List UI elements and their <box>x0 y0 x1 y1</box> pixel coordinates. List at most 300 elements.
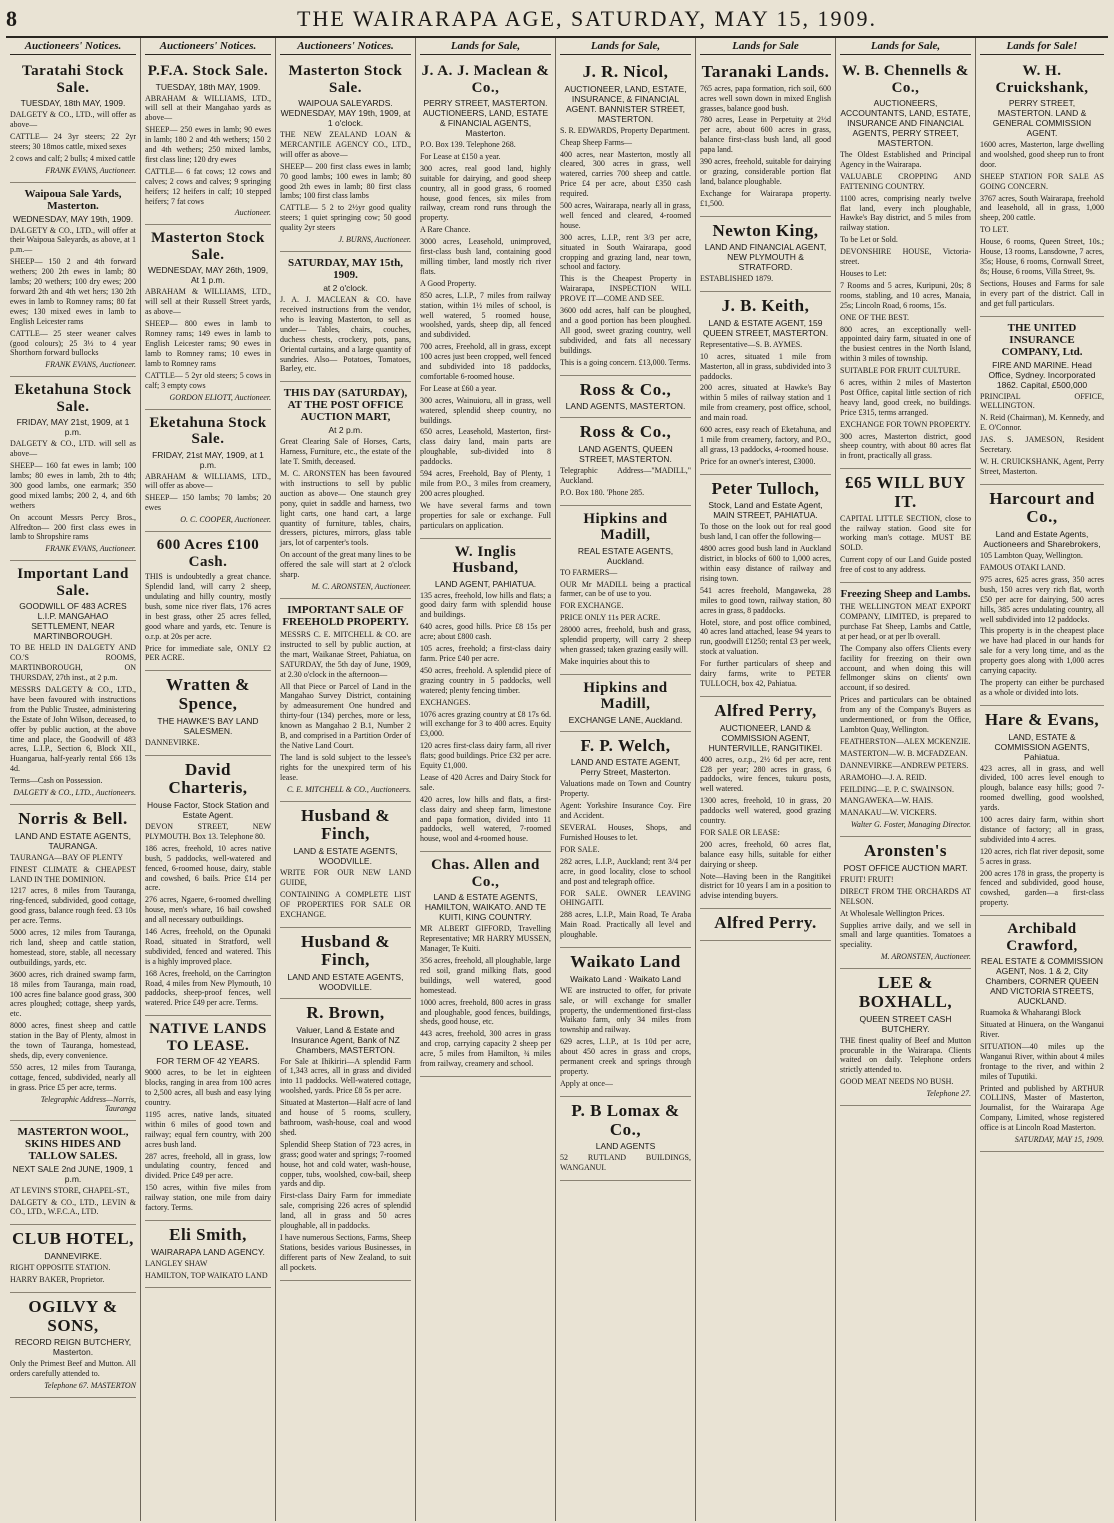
advertisement-text: CATTLE— 6 fat cows; 12 cows and calves; 2 cows and calves; 9 springing heifers; 12 heifers in calf; 10 stepped heifers; 7 fat cows <box>145 166 271 206</box>
advertisement-text: THE WELLINGTON MEAT EXPORT COMPANY, LIMITED, is prepared to purchase Fat Sheep, Lambs and Cattle, at per head, or at per lb overall. <box>840 602 971 641</box>
page-column <box>6 38 141 1521</box>
advertisement-text: S. R. EDWARDS, Property Department. <box>560 125 690 135</box>
advertisement-text: FINEST CLIMATE & CHEAPEST LAND IN THE DOMINION. <box>10 864 136 884</box>
advertisement-title: Norris & Bell. <box>18 809 128 829</box>
advertisement-text: This is a going concern. £13,000. Terms. <box>560 357 691 367</box>
advertisement-subtitle: LAND AND ESTATE AGENTS, TAURANGA. <box>15 830 131 851</box>
advertisement-signature: J. BURNS, Auctioneer. <box>338 235 411 245</box>
advertisement-text: MESSRS C. E. MITCHELL & CO. are instructed to sell by public auction, at the mart, Waikanae Street, Pahiatua, on SATURDAY, the 5th day of June, 1909, at 2.30 o'clock in the afternoon— <box>280 630 411 679</box>
advertisement-text: The property can either be purchased as a whole or divided into lots. <box>980 678 1104 697</box>
advertisement <box>560 1097 691 1181</box>
advertisement-title: Chas. Allen and Co., <box>431 857 540 890</box>
advertisement-signature: Walter G. Foster, Managing Director. <box>850 820 971 830</box>
advertisement-text: 52 RUTLAND BUILDINGS, WANGANUI. <box>560 1153 691 1173</box>
advertisement-text: Prices and particulars can be obtained from any of the Company's Buyers as undermentioned, or from the Office, Lambton Quay, Wellington. <box>840 695 971 734</box>
advertisement-subtitle: FIRE AND MARINE. Head Office, Sydney. Incorporated 1862. Capital, £500,000 <box>988 359 1096 390</box>
advertisement-subtitle: LAND & ESTATE AGENTS, WOODVILLE. <box>293 845 398 866</box>
advertisement <box>10 1225 136 1293</box>
column-heading: Lands for Sale, <box>420 40 551 55</box>
advertisement-text: 1076 acres grazing country at £8 17s 6d. will exchange for 3 to 400 acres. Equity £3,000. <box>420 709 551 739</box>
advertisement-text: 443 acres, freehold, 300 acres in grass and crop, carrying capacity 2 sheep per acre, 5 miles from Hamilton, ¾ miles from railway, creamery and school. <box>420 1029 551 1069</box>
advertisement-title: R. Brown, <box>306 1002 385 1022</box>
advertisement-subtitle: PERRY STREET, MASTERTON. LAND & GENERAL COMMISSION AGENT. <box>992 98 1092 138</box>
advertisement-subtitle: POST OFFICE AUCTION MART. <box>843 862 968 873</box>
advertisement-text: 4800 acres good bush land in Auckland district, in blocks of 600 to 1,000 acres, within easy distance of railway and rising town. <box>700 544 831 583</box>
advertisement-subtitle: at 2 o'clock. <box>323 283 368 294</box>
advertisement-text: At Wholesale Wellington Prices. <box>840 908 945 918</box>
advertisement-subtitle: NEXT SALE 2nd JUNE, 1909, 1 p.m. <box>12 1163 134 1184</box>
advertisement-text: The Company also offers Clients every facility for freezing on their own account, and when doing this will fellmonger skins on clients' own account, if so desired. <box>840 643 971 693</box>
advertisement-text: M. C. ARONSTEN has been favoured with instructions to sell by public auction as above— One staunch grey pony, quiet in saddle and harness, two light carts, one hand cart, a large quantity of furniture, tables, chairs, dressers, pictures, mirrors, glass table jars, lot of carpenter's tools. <box>280 469 411 548</box>
advertisement-text: 1217 acres, 8 miles from Tauranga, ring-fenced, subdivided, good cottage, good grass, balance rough feed. £3 10s per acre. Terms. <box>10 886 136 926</box>
advertisement-text: J. A. J. MACLEAN & CO. have received instructions from the vendor, who is leaving Masterton, to sell as under— Tables, chairs, couches, duchess chests, crockery, pots, pans, Oriental curtains, and a large quantity of sundries. Also— Potatoes, Tomatoes, Barley, etc. <box>280 295 411 374</box>
advertisement-text: 600 acres, easy reach of Eketahuna, and 1 mile from creamery, factory, and P.O., all grass, 13 paddocks, 4-roomed house. <box>700 425 831 454</box>
advertisement-text: 146 Acres, freehold, on the Opunaki Road, situated in Stratford, well subdivided, fenced and watered. This is a highly improved place. <box>145 927 271 966</box>
advertisement-subtitle: WEDNESDAY, MAY 19th, 1909. <box>12 213 134 224</box>
advertisement-text: 1600 acres, Masterton, large dwelling and woolshed, good sheep run to front door. <box>980 140 1104 169</box>
advertisement-text: 200 acres 178 in grass, the property is fenced and subdivided, good house, cowshed, garden—a first-class property. <box>980 868 1104 908</box>
advertisement-text: LANGLEY SHAW <box>145 1258 208 1268</box>
advertisement-subtitle: AUCTIONEERS, ACCOUNTANTS, LAND, ESTATE, INSURANCE AND FINANCIAL AGENTS, PERRY STREET, MASTERTON. <box>840 98 971 148</box>
page-column <box>696 38 836 1521</box>
advertisement-title: LEE & BOXHALL, <box>858 973 953 1011</box>
advertisement-text: Houses to Let: <box>840 268 887 278</box>
advertisement <box>145 671 271 755</box>
advertisement-subtitle: QUEEN STREET CASH BUTCHERY. <box>859 1013 952 1034</box>
advertisement-text: Apply at once— <box>560 1078 613 1088</box>
advertisement-text: 850 acres, L.I.P., 7 miles from railway station, within 1½ miles of school, is well watered, 5 roomed house, woolshed, yards, sheep dip, all fenced and subdivided. <box>420 290 551 340</box>
advertisement-subtitle: LAND & ESTATE AGENT, 159 QUEEN STREET, MASTERTON. <box>702 317 829 338</box>
advertisement-text: Terms—Cash on Possession. <box>10 776 103 786</box>
advertisement-subtitle: REAL ESTATE & COMMISSION AGENT, Nos. 1 & 2, City Chambers, CORNER QUEEN AND VICTORIA STREETS, AUCKLAND. <box>980 956 1104 1007</box>
advertisement-subtitle: WAIRARAPA LAND AGENCY. <box>151 1246 265 1257</box>
advertisement <box>145 1016 271 1221</box>
advertisement-subtitle: EXCHANGE LANE, Auckland. <box>568 714 683 725</box>
advertisement-text: EXCHANGE FOR TOWN PROPERTY. <box>840 419 971 429</box>
advertisement-text: 2 cows and calf; 2 bulls; 4 mixed cattle <box>10 153 136 163</box>
advertisement-title: Freezing Sheep and Lambs. <box>840 588 971 601</box>
advertisement <box>980 317 1104 485</box>
advertisement-text: ABRAHAM & WILLIAMS, LTD., will sell at their Russell Street yards, as above— <box>145 287 271 317</box>
advertisement-text: FOR SALE. <box>560 844 600 854</box>
advertisement-text: A Rare Chance. <box>420 225 471 235</box>
advertisement <box>420 58 551 539</box>
advertisement-text: House, 6 rooms, Queen Street, 10s.; House, 13 rooms, Lansdowne, 7 acres, 35s; House, 6 rooms, Cornwall Street, 8s; House, 6 rooms, Villa Street, 9s. <box>980 237 1104 276</box>
advertisement-text: JAS. S. JAMESON, Resident Secretary. <box>980 435 1104 455</box>
advertisement-text: 1300 acres, freehold, 10 in grass, 20 paddocks well watered, good grazing country. <box>700 796 831 826</box>
advertisement-subtitle: PERRY STREET, MASTERTON. AUCTIONEERS, LAND, ESTATE & FINANCIAL AGENTS, Masterton. <box>422 98 549 138</box>
advertisement-text: FEATHERSTON—ALEX MCKENZIE. <box>840 736 971 746</box>
advertisement-text: To be Let or Sold. <box>840 235 898 245</box>
advertisement-text: HARRY BAKER, Proprietor. <box>10 1274 105 1284</box>
advertisement-title: Waipoua Sale Yards, Masterton. <box>24 187 122 212</box>
advertisement-text: DANNEVIRKE—ANDREW PETERS. <box>840 760 969 770</box>
advertisement-text: AT LEVIN'S STORE, CHAPEL-ST., <box>10 1185 130 1195</box>
advertisement-subtitle: TUESDAY, 18th MAY, 1909. <box>20 98 126 108</box>
advertisement <box>700 292 831 475</box>
advertisement-text: 135 acres, freehold, low hills and flats; a good dairy farm with splendid house and buildings. <box>420 590 551 620</box>
advertisement-text: FOR SALE. OWNER LEAVING OHINGAITI. <box>560 888 691 908</box>
advertisement <box>145 58 271 225</box>
advertisement <box>980 916 1104 1152</box>
advertisement-text: Hotel, store, and post office combined, 40 acres land attached, lease 94 years to run, goodwill £1250; rental £3 per week, stock at valuation. <box>700 617 831 657</box>
advertisement-signature: FRANK EVANS, Auctioneer. <box>45 165 136 175</box>
advertisement-signature: DALGETY & CO., LTD., Auctioneers. <box>13 788 136 798</box>
advertisement <box>700 217 831 293</box>
advertisement-text: W. H. CRUICKSHANK, Agent, Perry Street, Masterton. <box>980 456 1104 476</box>
advertisement-text: RIGHT OPPOSITE STATION. <box>10 1263 111 1272</box>
advertisement-text: A Good Property. <box>420 278 477 288</box>
advertisement-text: 650 acres, Leasehold, Masterton, first-class dairy land, main parts are ploughable, sub-divided into 8 paddocks. <box>420 427 551 467</box>
advertisement-subtitle: TUESDAY, 18th MAY, 1909. <box>155 81 261 92</box>
advertisement <box>560 948 691 1097</box>
advertisement-subtitle: FOR TERM OF 42 YEARS. <box>156 1056 260 1067</box>
advertisement-subtitle: GOODWILL OF 483 ACRES L.I.P. MANGAHAO SETTLEMENT, NEAR MARTINBOROUGH. <box>19 601 127 642</box>
advertisement-subtitle: LAND AND ESTATE AGENTS, WOODVILLE. <box>287 971 404 992</box>
advertisement-text: 3600 odd acres, half can be ploughed, and a good portion has been ploughed. All good, sweet grazing country, well subdivided, and fats all necessary buildings. <box>560 306 691 355</box>
advertisement <box>420 539 551 853</box>
advertisement <box>560 58 691 376</box>
advertisement-text: 8000 acres, finest sheep and cattle station in the Bay of Plenty, almost in the town of Tauranga, homestead, sheds, dip, every convenience. <box>10 1021 136 1060</box>
advertisement <box>700 697 831 909</box>
advertisement-title: Eli Smith, <box>169 1224 247 1244</box>
advertisement-text: CONTAINING A COMPLETE LIST OF PROPERTIES FOR SALE OR EXCHANGE. <box>280 889 411 919</box>
advertisement-text: On account of the great many lines to be offered the sale will start at 2 o'clock sharp. <box>280 550 411 580</box>
advertisement-subtitle: REAL ESTATE AGENTS, Auckland. <box>577 545 674 566</box>
advertisement-text: 3600 acres, rich drained swamp farm, 18 miles from Tauranga, main road, 100 acres fine balance good grass, 300 acres ploughed; cottage, sheep yards, etc. <box>10 969 136 1019</box>
advertisement-text: 288 acres, L.I.P., Main Road, Te Araba Main Road. Practically all level and ploughable. <box>560 910 691 940</box>
advertisement-text: 282 acres, L.I.P., Auckland; rent 3/4 per acre, in good locality, close to school and post and telegraph office. <box>560 856 691 886</box>
advertisement-text: 300 acres, L.I.P., rent 3/3 per acre, situated in South Wairarapa, good cropping and grazing land, near town, school and factory. <box>560 232 691 272</box>
advertisement-text: 423 acres, all in grass, and well divided, 100 acres level enough to plough, balance easy hills; good 7-roomed dwelling, good woolshed, yards. <box>980 763 1104 813</box>
advertisement-text: Telegraphic Address—"MADILL," Auckland. <box>560 465 691 485</box>
advertisement <box>145 225 271 409</box>
advertisement-signature: O. C. COOPER, Auctioneer. <box>180 515 271 525</box>
advertisement-text: 1100 acres, comprising nearly twelve flat land, every inch ploughable, Hawke's Bay district, and 5 miles from railway station. <box>840 193 971 233</box>
advertisement <box>280 382 411 599</box>
advertisement-text: Representative—S. B. AYMES. <box>700 339 803 349</box>
advertisement <box>145 532 271 671</box>
advertisement-text: HAMILTON, TOP WAIKATO LAND <box>145 1270 268 1280</box>
advertisement-text: 550 acres, 12 miles from Tauranga, cottage, fenced, subdivided, nearly all in grass. Price £5 per acre, terms. <box>10 1062 136 1092</box>
advertisement-text: MESSRS DALGETY & CO., LTD., have been favoured with instructions from the Public Trustee, administering the Estate of John Wilson, deceased, to offer by public auction, at the above time and place, the Goodwill of 483 acres, L.I.P., Section 6, Block XII., Huangarua, half-yearly rental £66 13s 4d. <box>10 685 136 774</box>
advertisement-text: VALUABLE CROPPING AND FATTENING COUNTRY. <box>840 171 971 191</box>
advertisement-text: To those on the look out for real good bush land, I can offer the following— <box>700 522 831 542</box>
column-heading: Lands for Sale, <box>840 40 971 55</box>
advertisement-text: Exchange for Wairarapa property. £1,500. <box>700 188 831 208</box>
advertisement-subtitle: LAND AGENTS, QUEEN STREET, MASTERTON. <box>578 443 673 464</box>
column-heading: Lands for Sale! <box>980 40 1104 55</box>
advertisement-title: Masterton Stock Sale. <box>288 63 403 96</box>
advertisement <box>10 58 136 183</box>
advertisement-text: Make inquiries about this to <box>560 656 650 666</box>
advertisement <box>980 58 1104 317</box>
advertisement-title: Aronsten's <box>863 841 948 861</box>
advertisement-title: Archibald Crawford, <box>1006 921 1078 954</box>
advertisement-title: David Charteris, <box>168 759 248 798</box>
advertisement-text: MASTERTON—W. B. MCFADZEAN. <box>840 748 968 758</box>
advertisement-text: SITUATION—40 miles up the Wanganui River, within about 4 miles frontage to the river, and within 2 miles of Tuputiki. <box>980 1041 1104 1081</box>
advertisement-text: TO FARMERS— <box>560 567 618 577</box>
advertisement-signature: Telephone 27. <box>926 1089 971 1099</box>
advertisement-subtitle: LAND AGENTS <box>595 1141 656 1152</box>
advertisement-title: Harcourt and Co., <box>989 488 1095 527</box>
advertisement-text: SHEEP— 200 first class ewes in lamb; 70 good lambs; 100 ewes in lamb; 80 good 2th ewes in lamb; 80 first class lambs; 100 first class lambs <box>280 161 411 201</box>
advertisement-signature: GORDON ELIOTT, Auctioneer. <box>169 392 271 402</box>
advertisement-subtitle: Waikato Land · Waikato Land <box>570 973 681 984</box>
advertisement-subtitle: AUCTIONEER, LAND & COMMISSION AGENT, HUNTERVILLE, RANGITIKEI. <box>708 722 823 753</box>
advertisement-subtitle: AUCTIONEER, LAND, ESTATE, INSURANCE, & FINANCIAL AGENT. BANNISTER STREET, MASTERTON. <box>564 83 687 124</box>
advertisement-text: 200 acres, situated at Hawke's Bay within 5 miles of railway station and 1 mile from creamery, post office, school, and main road. <box>700 383 831 423</box>
advertisement-title: Important Land Sale. <box>17 566 129 599</box>
advertisement <box>10 561 136 805</box>
advertisement-text: Sections, Houses and Farms for sale in every part of the district. Call in and get full particulars. <box>980 278 1104 308</box>
advertisement-title: Husband & Finch, <box>300 931 391 970</box>
advertisement-text: P.O. Box 139. Telephone 268. <box>420 140 516 149</box>
advertisement <box>280 252 411 382</box>
advertisement-title: Alfred Perry, <box>714 700 817 720</box>
advertisement-text: Only the Primest Beef and Mutton. All orders carefully attended to. <box>10 1359 136 1379</box>
advertisement-text: DEVON STREET, NEW PLYMOUTH. Box 13. Telephone 80. <box>145 821 271 841</box>
advertisement-text: DANNEVIRKE. <box>145 737 200 747</box>
advertisement-title: Eketahuna Stock Sale. <box>149 414 267 448</box>
advertisement-signature: FRANK EVANS, Auctioneer. <box>45 360 136 370</box>
advertisement <box>145 756 271 1017</box>
advertisement <box>980 485 1104 706</box>
advertisement-title: SATURDAY, MAY 15th, 1909. <box>288 257 403 282</box>
advertisement-text: 420 acres, low hills and flats, a first-class dairy and sheep farm, limestone and papa formation, divided into 11 paddocks, well watered, 7-roomed house, wool and 4-roomed house. <box>420 794 551 844</box>
advertisement-text: For Sale at Ihikiriri—A splendid Farm of 1,343 acres, all in grass and divided into 11 paddocks. Well-watered cottage, woolshed, yards. Price £8 5s per acre. <box>280 1056 411 1096</box>
advertisement <box>700 58 831 217</box>
advertisement-title: W. Inglis Husband, <box>452 543 519 577</box>
advertisement-text: ABRAHAM & WILLIAMS, LTD., will offer as above— <box>145 471 271 491</box>
advertisement-signature: FRANK EVANS, Auctioneer. <box>45 544 136 554</box>
advertisement-title: Hipkins and Madill, <box>583 679 668 713</box>
advertisement <box>145 410 271 533</box>
advertisement-text: 168 Acres, freehold, on the Carrington Road, 4 miles from New Plymouth, 10 paddocks, sheep-proof fences, well watered. Price £49 per acre. Terms. <box>145 968 271 1008</box>
advertisement <box>145 1221 271 1289</box>
advertisement-text: 390 acres, freehold, suitable for dairying or grazing, considerable portion flat land, balance ploughable. <box>700 157 831 186</box>
advertisement-subtitle: Land and Estate Agents, Auctioneers and Sharebrokers, <box>983 529 1101 550</box>
advertisement-title: Peter Tulloch, <box>711 478 820 498</box>
advertisement <box>560 418 691 505</box>
advertisement-text: Valuations made on Town and Country Property. <box>560 779 691 799</box>
advertisement-text: For Lease at £150 a year. <box>420 151 501 161</box>
advertisement-title: NATIVE LANDS TO LEASE. <box>149 1021 267 1054</box>
advertisement-text: SHEEP— 150 lambs; 70 lambs; 20 ewes <box>145 493 271 513</box>
advertisement-title: 600 Acres £100 Cash. <box>156 537 260 570</box>
page-column <box>416 38 556 1521</box>
advertisement-text: FAMOUS OTAKI LAND. <box>980 563 1066 573</box>
advertisement-title: W. H. Cruickshank, <box>995 63 1089 96</box>
advertisement-subtitle: Stock, Land and Estate Agent, MAIN STREET, PAHIATUA. <box>708 500 823 521</box>
advertisement-text: On account Messrs Percy Bros., Alfredton— 200 first class ewes in lamb to Shropshire rams <box>10 512 136 542</box>
advertisement-text: 975 acres, 625 acres grass, 350 acres bush, 150 acres very rich flat, worth £50 per acre for dairying, 500 acres hills, 385 acres undulating country, all well subdivided into 12 paddocks. <box>980 574 1104 624</box>
advertisement-text: The land is sold subject to the lessee's rights for the unexpired term of his lease. <box>280 752 411 782</box>
advertisement <box>840 837 971 969</box>
advertisement <box>280 999 411 1281</box>
advertisement-title: Masterton Stock Sale. <box>151 230 265 263</box>
advertisement-text: DALGETY & CO., LTD. will sell as above— <box>10 439 136 459</box>
advertisement-signature: Auctioneer. <box>234 208 271 218</box>
advertisement-text: 200 acres, freehold, 60 acres flat, balance easy hills, suitable for either dairying or sheep. <box>700 839 831 869</box>
advertisement-text: MR ALBERT GIFFORD, Travelling Representative; MR HARRY MUSSEN, Manager, Te Kuiti. <box>420 924 551 954</box>
advertisement-title: MASTERTON WOOL, SKINS HIDES AND TALLOW SALES. <box>17 1125 129 1162</box>
page-number: 8 <box>6 6 17 31</box>
advertisement <box>560 506 691 675</box>
advertisement-subtitle: THE HAWKE'S BAY LAND SALESMEN. <box>157 715 259 736</box>
advertisement-text: 287 acres, freehold, all in grass, low undulating country, fenced and divided. Price £49 per acre. <box>145 1151 271 1181</box>
advertisement-text: 5000 acres, 12 miles from Tauranga, rich land, sheep and cattle station, homestead, store, stable, all necessary outbuildings, yards, etc. <box>10 928 136 967</box>
advertisement <box>840 969 971 1106</box>
advertisement-subtitle: At 2 p.m. <box>328 425 363 436</box>
advertisement-text: FOR EXCHANGE. <box>560 601 624 611</box>
advertisement-text: This is the Cheapest Property in Wairarapa, INSPECTION WILL PROVE IT—COME AND SEE. <box>560 274 691 304</box>
advertisement-title: Hare & Evans, <box>984 709 1100 729</box>
newspaper-title: THE WAIRARAPA AGE, SATURDAY, MAY 15, 1909. <box>297 6 877 31</box>
advertisement-text: 300 acres, real good land, highly suitable for dairying, and good sheep country, all in good grass, 6 roomed house, good fences, six miles from railway, cream rond runs through the property. <box>420 163 551 223</box>
advertisement-title: F. P. Welch, <box>580 735 671 755</box>
advertisement-subtitle: House Factor, Stock Station and Estate Agent. <box>147 799 269 820</box>
advertisement-text: Splendid Sheep Station of 723 acres, in grass; good water and springs; 7-roomed house, hot and cold water, wash-house, copper, tubs, woolshed, cow-bail, sheep yards and dip. <box>280 1139 411 1189</box>
advertisement-text: THE NEW ZEALAND LOAN & MERCANTILE AGENCY CO., LTD., will offer as above— <box>280 130 411 159</box>
advertisement <box>560 376 691 419</box>
advertisement-text: Printed and published by ARTHUR COLLINS, Master of Masterton, Journalist, for the Wairarapa Age Company, Limited, whose registered office is at Lincoln Road Masterton. <box>980 1083 1104 1133</box>
advertisement-subtitle: LAND AND ESTATE AGENT, Perry Street, Masterton. <box>570 757 681 778</box>
advertisement-text: SHEEP STATION FOR SALE AS GOING CONCERN. <box>980 171 1104 191</box>
advertisement-text: FOR SALE OR LEASE: <box>700 827 780 837</box>
advertisement-title: P. B Lomax & Co., <box>571 1100 680 1139</box>
advertisement-text: TO BE HELD IN DALGETY AND CO.'S ROOMS, MARTINBOROUGH, ON THURSDAY, 27th inst., at 2 p.m. <box>10 643 136 683</box>
advertisement <box>840 583 971 837</box>
advertisement-text: SEVERAL Houses, Shops, and Furnished Houses to let. <box>560 823 691 842</box>
advertisement-text: CATTLE— 5 2 to 2½yr good quality steers; 1 quiet springing cow; 50 good quality 2yr steers <box>280 203 411 233</box>
column-heading: Auctioneers' Notices. <box>145 40 271 55</box>
advertisement-text: 120 acres, rich flat river deposit, some 5 acres in grass. <box>980 846 1104 866</box>
advertisement <box>840 469 971 583</box>
advertisement-text: 3767 acres, South Wairarapa, freehold and leasehold, all in grass, 1,000 sheep, 200 cattle. <box>980 193 1104 223</box>
page-column <box>976 38 1108 1521</box>
advertisement-text: THIS is undoubtedly a great chance. Splendid land, will carry 2 sheep, undulating and hilly country, mostly bush, some nice river flats, 176 acres in best grass, other 25 acres felled, good whare and yards, etc. Tenure is o.r.p. at 20s per acre. <box>145 572 271 641</box>
advertisement-text: SHEEP— 250 ewes in lamb; 90 ewes in lamb; 180 2 and 4th wethers; 150 2 and 4th wethers; 250 mixed lambs, first class line; 120 dry ewes <box>145 125 271 164</box>
advertisement-text: 450 acres, freehold. A splendid piece of grazing country in 5 paddocks, well watered; plenty fencing timber. <box>420 665 551 695</box>
advertisement-text: 10 acres, situated 1 mile from Masterton, all in grass, subdivided into 3 paddocks. <box>700 351 831 381</box>
advertisement-title: £65 WILL BUY IT. <box>845 473 966 511</box>
advertisement-title: THIS DAY (SATURDAY), AT THE POST OFFICE AUCTION MART, <box>283 387 408 424</box>
advertisement-subtitle: Valuer, Land & Estate and Insurance Agent, Bank of NZ Chambers, MASTERTON. <box>291 1024 400 1055</box>
advertisement-title: Husband & Finch, <box>300 805 391 844</box>
advertisement-title: Ross & Co., <box>579 422 672 442</box>
advertisement-text: PRINCIPAL OFFICE, WELLINGTON. <box>980 391 1104 411</box>
advertisement-text: Agent: Yorkshire Insurance Coy. Fire and Accident. <box>560 801 691 821</box>
advertisement-text: Situated at Masterton—Half acre of land and house of 5 rooms, scullery, bathroom, wash-house, coal and wood shed. <box>280 1098 411 1137</box>
advertisement-subtitle: LAND, ESTATE & COMMISSION AGENTS, Pahiatua. <box>994 731 1090 762</box>
advertisement-text: Supplies arrive daily, and we sell in small and large quantities. Tomatoes a speciality. <box>840 920 971 950</box>
advertisement <box>280 802 411 928</box>
advertisement-text: Lease of 420 Acres and Dairy Stock for sale. <box>420 772 551 792</box>
column-heading: Lands for Sale, <box>560 40 691 55</box>
advertisement-text: 1195 acres, native lands, situated within 6 miles of good town and railway; equal fern country, with 200 acres bush land. <box>145 1109 271 1149</box>
advertisement-text: P.O. Box 180. 'Phone 285. <box>560 487 645 497</box>
advertisement-text: FRUIT! FRUIT! <box>840 874 894 884</box>
advertisement-signature: Telephone 67. MASTERTON <box>44 1381 136 1390</box>
advertisement-text: CATTLE— 24 3yr steers; 22 2yr steers; 30 18mos cattle, mixed sexes <box>10 131 136 151</box>
advertisement-text: 629 acres, L.I.P., at 1s 10d per acre, about 450 acres in grass and crops, permanent creek and springs through property. <box>560 1037 691 1076</box>
advertisement-text: 186 acres, freehold, 10 acres native bush, 5 paddocks, well-watered and fenced, 6-roomed house, dairy, stable and cowshed, 6 bails. Price £14 per acre. <box>145 843 271 893</box>
page-column <box>141 38 276 1521</box>
advertisement-text: 105 Lambton Quay, Wellington. <box>980 551 1083 561</box>
advertisement-text: SHEEP— 160 fat ewes in lamb; 100 lambs; 80 ewes in lamb, 2th to 4th; 300 good lambs, one earmark; 350 good mixed lambs; 200 2, 4, and 6th wethers <box>10 461 136 510</box>
advertisement-title: Ross & Co., <box>579 379 672 399</box>
advertisement <box>980 706 1104 916</box>
advertisement-subtitle: LAND AGENTS, MASTERTON. <box>565 401 686 412</box>
advertisement-text: MANAKAU—W. VICKERS. <box>840 808 937 818</box>
advertisement-text: 700 acres, Freehold, all in grass, except 100 acres just been cropped, well fenced and subdivided into 18 paddocks, comfortable 6-roomed house. <box>420 342 551 381</box>
advertisement-text: Note—Having been in the Rangitikei district for 10 years I am in a position to advise intending buyers. <box>700 871 831 901</box>
advertisement-text: TO LET. <box>980 225 1009 235</box>
advertisement-text: For further particulars of sheep and dairy farms, write to PETER TULLOCH, box 42, Pahiatua. <box>700 659 831 688</box>
advertisement-text: OUR Mr MADILL being a practical farmer, can be of use to you. <box>560 579 691 599</box>
advertisement-text: 640 acres, good hills. Price £8 15s per acre; about £800 cash. <box>420 622 551 642</box>
advertisement <box>280 599 411 802</box>
advertisement-title: Newton King, <box>712 220 819 240</box>
advertisement-text: DALGETY & CO., LTD., LEVIN & CO., LTD., W.F.C.A., LTD. <box>10 1197 136 1217</box>
advertisement <box>280 58 411 252</box>
advertisement-text: DIRECT FROM THE ORCHARDS AT NELSON. <box>840 886 971 906</box>
advertisement-text: Great Clearing Sale of Horses, Carts, Harness, Furniture, etc., the estate of the late T. Smith, deceased. <box>280 437 411 467</box>
advertisement-signature: M. ARONSTEN, Auctioneer. <box>880 952 971 962</box>
advertisement-text: 356 acres, freehold, all ploughable, large red soil, grand milking flats, good buildings, well watered, good homestead. <box>420 956 551 995</box>
advertisement-title: OGILVY & SONS, <box>28 1296 118 1335</box>
advertisement-text: 3000 acres, Leasehold, unimproved, first-class bush land, containing good milling timber, land mostly rich river flats. <box>420 237 551 276</box>
advertisement-subtitle: RECORD REIGN BUTCHERY, Masterton. <box>14 1337 132 1358</box>
advertisement-signature: M. C. ARONSTEN, Auctioneer. <box>311 582 411 591</box>
advertisement-text: 500 acres, Wairarapa, nearly all in grass, well fenced and cleared, 4-roomed house. <box>560 201 691 230</box>
advertisement-signature: SATURDAY, MAY 15, 1909. <box>1014 1135 1104 1145</box>
advertisement-text: SHEEP— 150 2 and 4th forward wethers; 200 2th ewes in lamb; 80 lambs; 20 wethers; 100 dry ewes; 200 forward 2th and 4th wet hers; 130 2th ewes in lamb to Romney rams; 80 fat ewes; 130 mixed ewes in lamb to English Leicester rams <box>10 257 136 326</box>
advertisement <box>10 1121 136 1226</box>
advertisement-subtitle: WEDNESDAY, MAY 26th, 1909, At 1 p.m. <box>147 265 269 286</box>
advertisement <box>560 732 691 948</box>
advertisement-title: J. B. Keith, <box>721 296 810 316</box>
advertisement-text: SUITABLE FOR FRUIT CULTURE. <box>840 366 961 376</box>
advertisement-text: CAPITAL LITTLE SECTION, close to the railway station. Good site for working man's cottage. MUST BE SOLD. <box>840 513 971 553</box>
advertisement-text: 300 acres, Wainuioru, all in grass, well watered, splendid sheep country, no buildings. <box>420 395 551 425</box>
advertisement-text: TAURANGA—BAY OF PLENTY <box>10 852 123 862</box>
advertisement-text: 150 acres, within five miles from railway station, one mile from dairy factory. Terms. <box>145 1183 271 1213</box>
advertisement-title: Alfred Perry. <box>714 913 817 933</box>
advertisement-text: The Oldest Established and Principal Agency in the Wairarapa. <box>840 150 971 169</box>
advertisement-text: 300 acres, Masterton district, good sheep country, with about 80 acres flat in front, practically all grass. <box>840 431 971 461</box>
advertisement-text: GOOD MEAT NEEDS NO BUSH. <box>840 1077 954 1087</box>
advertisement-text: EXCHANGES. <box>420 697 471 707</box>
advertisement <box>420 852 551 1077</box>
advertisement-title: Waikato Land <box>570 952 681 972</box>
advertisement-text: 594 acres, Freehold, Bay of Plenty, 1 mile from P.O., 3 miles from creamery, 200 acres ploughed. <box>420 469 551 498</box>
advertisement-title: P.F.A. Stock Sale. <box>147 63 269 79</box>
advertisement-text: 780 acres, Lease in Perpetuity at 2½d per acre, about 600 acres in grass, balance first-class bush land, all good papa land. <box>700 115 831 155</box>
advertisement-text: 6 acres, within 2 miles of Masterton Post Office, capital little section of rich heavy land, good creek, no buildings. Price £315, terms arranged. <box>840 378 971 417</box>
advertisement-text: WRITE FOR OUR NEW LAND GUIDE, <box>280 867 411 887</box>
page-column <box>276 38 416 1521</box>
advertisement-text: 400 acres, near Masterton, mostly all cleared, 300 acres in grass, well watered, carries 700 sheep and cattle. Price £4 per acre, about £350 cash required. <box>560 149 691 199</box>
advertisement-title: J. A. J. Maclean & Co., <box>421 63 550 96</box>
advertisement <box>10 183 136 378</box>
page-column <box>836 38 976 1521</box>
advertisement-text: 105 acres, freehold; a first-class dairy farm. Price £40 per acre. <box>420 644 551 663</box>
advertisement-text: Current copy of our Land Guide posted free of cost to any address. <box>840 555 971 575</box>
advertisement <box>280 928 411 999</box>
